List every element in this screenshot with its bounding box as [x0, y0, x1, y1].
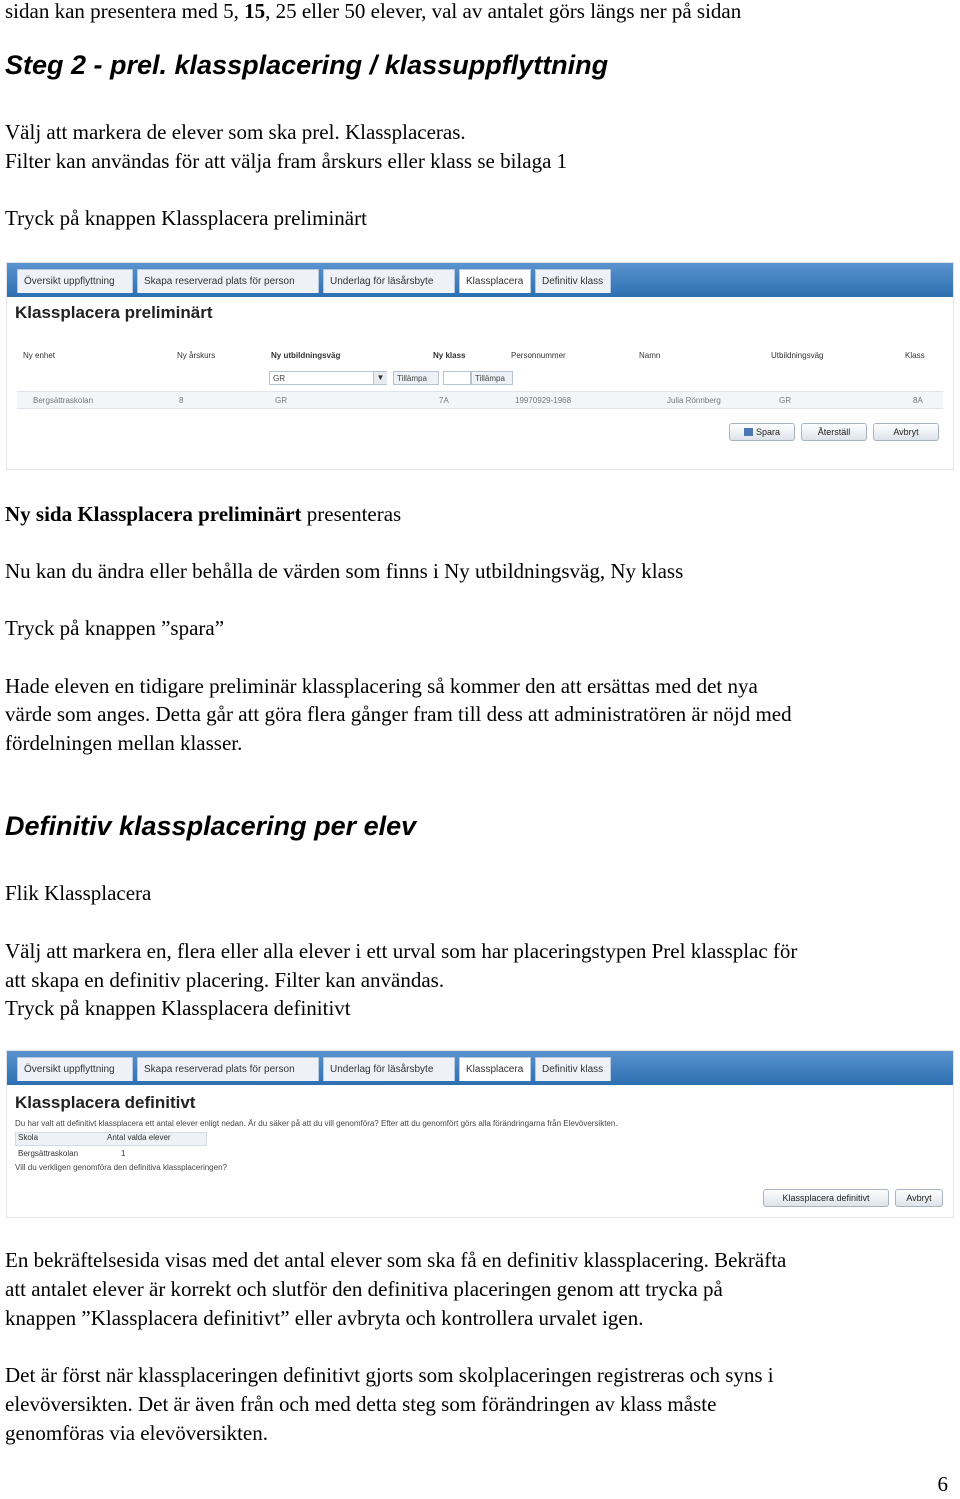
new-page-heading: [5, 500, 401, 529]
section4-para2-line3: genomföras via elevöversikten.: [5, 1421, 268, 1445]
section4-para2-line1: Det är först när klassplaceringen definitivt gjorts som skolplaceringen registreras och syns i: [5, 1363, 774, 1387]
col-ny-enhet[interactable]: Ny enhet: [23, 351, 56, 360]
klassplacera-definitivt-button[interactable]: Klassplacera definitivt: [763, 1189, 889, 1207]
screenshot-klassplacera-preliminart: [6, 262, 954, 470]
row-arskurs: 8: [179, 396, 184, 405]
section2-para2: Tryck på knappen ”spara”: [5, 616, 225, 640]
section2-para1: Nu kan du ändra eller behålla de värden som finns i Ny utbildningsväg, Ny klass: [5, 559, 684, 583]
col-utbildningsvag[interactable]: Utbildningsväg: [771, 351, 824, 360]
row-enhet: Bergsättraskolan: [33, 396, 94, 405]
filter-klass-input[interactable]: [443, 371, 471, 385]
tab-skapa-reserverad-plats[interactable]: Skapa reserverad plats för person: [137, 269, 319, 293]
col-ny-utbildningsvag[interactable]: Ny utbildningsväg: [271, 351, 341, 360]
tab-definitiv-klass[interactable]: Definitiv klass: [535, 1057, 611, 1081]
col-klass[interactable]: Klass: [905, 351, 925, 360]
avbryt-button[interactable]: Avbryt: [873, 423, 939, 441]
definitiv-heading: Definitiv klassplacering per elev: [5, 811, 417, 841]
intro-text: sidan kan presentera med 5,: [5, 0, 245, 23]
intro-text-end: , 25 eller 50 elever, val av antalet görs längs ner på sidan: [265, 0, 742, 23]
row-skola: Bergsättraskolan: [18, 1149, 79, 1158]
tab-oversikt-uppflyttning[interactable]: Översikt uppflyttning: [17, 269, 133, 293]
screenshot-klassplacera-definitivt: [6, 1050, 954, 1218]
section3-para2-line1: Välj att markera en, flera eller alla elever i ett urval som har placeringstypen Prel klassplac för: [5, 939, 798, 963]
filter-utbildningsvag-select[interactable]: GR: [269, 371, 387, 385]
row-klass-ny: 7A: [439, 396, 449, 405]
tab-skapa-reserverad-plats[interactable]: Skapa reserverad plats för person: [137, 1057, 319, 1081]
step2-instruction: Tryck på knappen Klassplacera preliminärt: [5, 206, 367, 230]
intro-line: [5, 0, 741, 26]
col-skola: Skola: [18, 1133, 39, 1142]
section4-para2-line2: elevöversikten. Det är även från och med detta steg som förändringen av klass måste: [5, 1392, 717, 1416]
shot2-info-text: Du har valt att definitivt klassplacera ett antal elever enligt nedan. Är du säker på att du vill genomföra? Efter att du genomfört görs alla förändringarna från Elevöversikten.: [15, 1119, 618, 1128]
spara-button[interactable]: [729, 423, 795, 441]
section4-para1-line1: En bekräftelsesida visas med det antal elever som ska få en definitiv klassplacering. Bekräfta: [5, 1248, 787, 1272]
section2-para3-line3: fördelningen mellan klasser.: [5, 731, 243, 755]
section2-para3-line1: Hade eleven en tidigare preliminär klassplacering så kommer den att ersättas med det nya: [5, 674, 758, 698]
filter-tillampa-button-2[interactable]: Tillämpa: [471, 371, 513, 385]
avbryt-button[interactable]: Avbryt: [895, 1189, 943, 1207]
step2-para-line2: Filter kan användas för att välja fram årskurs eller klass se bilaga 1: [5, 149, 568, 173]
section3-para1: Flik Klassplacera: [5, 881, 152, 905]
new-page-heading-bold: Ny sida Klassplacera preliminärt: [5, 502, 302, 526]
tab-klassplacera[interactable]: Klassplacera: [459, 1057, 531, 1081]
step2-para-line1: Välj att markera de elever som ska prel. Klassplaceras.: [5, 120, 466, 144]
shot1-title: Klassplacera preliminärt: [15, 303, 213, 322]
col-namn[interactable]: Namn: [639, 351, 661, 360]
chevron-down-icon[interactable]: ▼: [373, 372, 387, 384]
col-antal-valda-elever: Antal valda elever: [107, 1133, 171, 1142]
col-ny-arskurs[interactable]: Ny årskurs: [177, 351, 216, 360]
aterstall-button[interactable]: Återställ: [801, 423, 867, 441]
spara-label: Spara: [755, 427, 781, 437]
tab-klassplacera[interactable]: Klassplacera: [459, 269, 531, 293]
intro-bold-number: 15: [244, 0, 266, 23]
tab-bar: [7, 263, 953, 297]
row-personnummer: 19970929-1968: [515, 396, 572, 405]
section4-para1-line3: knappen ”Klassplacera definitivt” eller avbryta och kontrollera urvalet igen.: [5, 1306, 644, 1330]
col-personnummer[interactable]: Personnummer: [511, 351, 566, 360]
tab-definitiv-klass[interactable]: Definitiv klass: [535, 269, 611, 293]
row-utbildningsvag-nu: GR: [779, 396, 791, 405]
section3-para2-line2: att skapa en definitiv placering. Filter kan användas.: [5, 968, 445, 992]
new-page-heading-rest: presenteras: [301, 502, 402, 526]
page-number: 6: [937, 1472, 948, 1496]
section4-para1-line2: att antalet elever är korrekt och slutför den definitiva placeringen genom att trycka på: [5, 1277, 723, 1301]
row-utbildningsvag: GR: [275, 396, 287, 405]
shot2-title: Klassplacera definitivt: [15, 1093, 196, 1112]
row-antal: 1: [121, 1149, 126, 1158]
save-icon: [744, 428, 753, 436]
col-ny-klass[interactable]: Ny klass: [433, 351, 466, 360]
tab-bar: [7, 1051, 953, 1085]
tab-underlag-lasarsbyte[interactable]: Underlag för läsårsbyte: [323, 269, 455, 293]
tab-oversikt-uppflyttning[interactable]: Översikt uppflyttning: [17, 1057, 133, 1081]
row-klass-nu: 8A: [913, 396, 923, 405]
section3-para2-line3: Tryck på knappen Klassplacera definitivt: [5, 996, 351, 1020]
step2-heading: Steg 2 - prel. klassplacering / klassuppflyttning: [5, 50, 609, 80]
tab-underlag-lasarsbyte[interactable]: Underlag för läsårsbyte: [323, 1057, 455, 1081]
filter-tillampa-button-1[interactable]: Tillämpa: [393, 371, 439, 385]
table-row[interactable]: [17, 391, 943, 409]
row-namn: Julia Rönnberg: [667, 396, 721, 405]
section2-para3-line2: värde som anges. Detta går att göra flera gånger fram till dess att administratören är nöjd med: [5, 702, 792, 726]
shot2-question: Vill du verkligen genomföra den definitiva klassplaceringen?: [15, 1163, 227, 1172]
